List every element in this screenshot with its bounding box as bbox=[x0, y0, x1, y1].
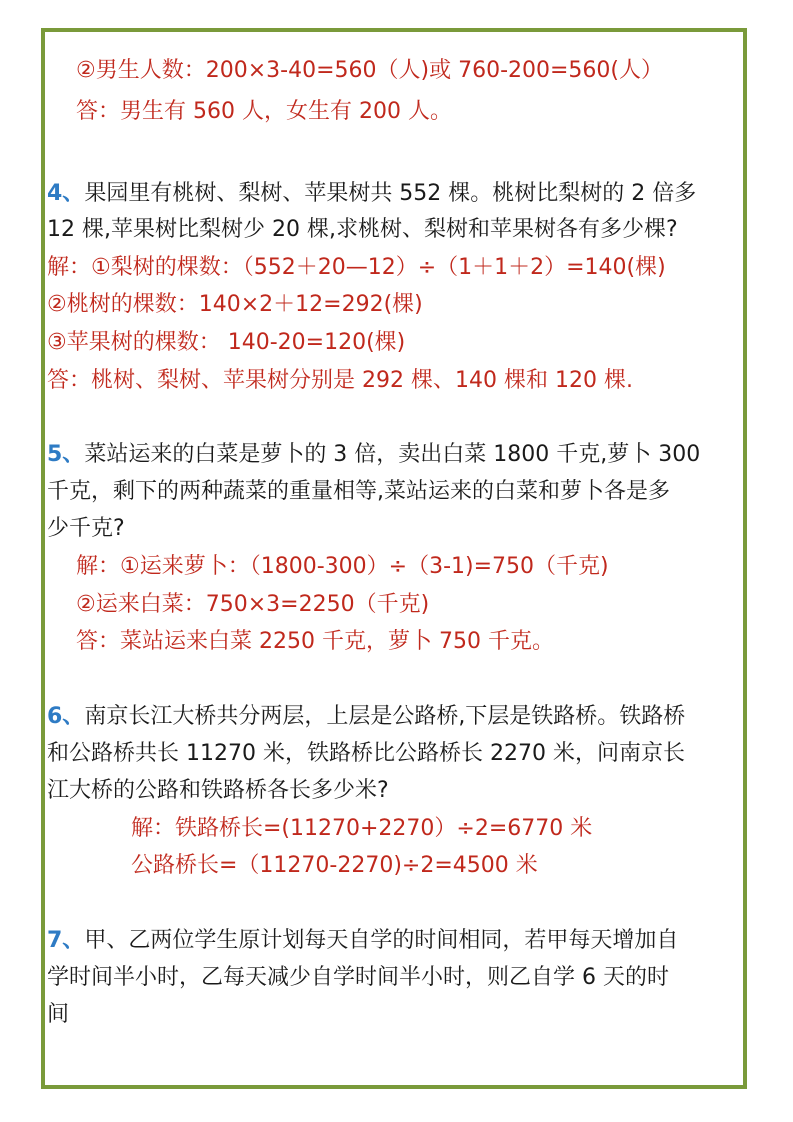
q6-number: 6、 bbox=[47, 704, 85, 729]
q5-number: 5、 bbox=[47, 442, 85, 467]
q6-line2: 和公路桥共长 11270 米，铁路桥比公路桥长 2270 米，问南京长 bbox=[47, 741, 685, 766]
q4-solution-1: 解：①梨树的棵数：（552＋20—12）÷（1＋1＋2）=140(棵) bbox=[47, 255, 666, 280]
q7-line2: 学时间半小时，乙每天减少自学时间半小时，则乙自学 6 天的时 bbox=[47, 965, 669, 990]
q5-line3: 少千克? bbox=[47, 516, 125, 541]
q4-number: 4、 bbox=[47, 181, 85, 206]
q4-solution-2: ②桃树的棵数：140×2＋12=292(棵) bbox=[47, 292, 423, 317]
q5-solution-2: ②运来白菜：750×3=2250（千克) bbox=[76, 592, 430, 617]
q4-text1: 果园里有桃树、梨树、苹果树共 552 棵。桃树比梨树的 2 倍多 bbox=[84, 181, 697, 206]
q4-line2: 12 棵,苹果树比梨树少 20 棵,求桃树、梨树和苹果树各有多少棵? bbox=[47, 217, 678, 242]
q5-line2: 千克，剩下的两种蔬菜的重量相等,菜站运来的白菜和萝卜各是多 bbox=[47, 479, 670, 504]
q5-answer: 答：菜站运来白菜 2250 千克，萝卜 750 千克。 bbox=[76, 629, 554, 654]
q6-line3: 江大桥的公路和铁路桥各长多少米? bbox=[47, 778, 389, 803]
q7-line1 bbox=[47, 926, 678, 956]
q4-answer: 答：桃树、梨树、苹果树分别是 292 棵、140 棵和 120 棵. bbox=[47, 368, 633, 393]
q7-text1: 甲、乙两位学生原计划每天自学的时间相同，若甲每天增加自 bbox=[84, 928, 679, 953]
q7-number: 7、 bbox=[47, 928, 85, 953]
q5-text1: 菜站运来的白菜是萝卜的 3 倍，卖出白菜 1800 千克,萝卜 300 bbox=[84, 442, 701, 467]
q5-solution-1: 解：①运来萝卜：（1800-300）÷（3-1)=750（千克) bbox=[76, 554, 609, 579]
q5-line1 bbox=[47, 440, 700, 470]
q4-line1 bbox=[47, 179, 696, 209]
q6-solution-1: 解：铁路桥长=(11270+2270）÷2=6770 米 bbox=[131, 816, 593, 841]
q3-answer: 答：男生有 560 人，女生有 200 人。 bbox=[76, 99, 452, 124]
q7-line3: 间 bbox=[47, 1002, 70, 1027]
q3-step2: ②男生人数：200×3-40=560（人)或 760-200=560(人） bbox=[76, 58, 664, 83]
q4-solution-3: ③苹果树的棵数： 140-20=120(棵) bbox=[47, 330, 406, 355]
q6-text1: 南京长江大桥共分两层，上层是公路桥,下层是铁路桥。铁路桥 bbox=[84, 704, 686, 729]
q6-line1 bbox=[47, 702, 685, 732]
q6-solution-2: 公路桥长=（11270-2270)÷2=4500 米 bbox=[131, 853, 538, 878]
